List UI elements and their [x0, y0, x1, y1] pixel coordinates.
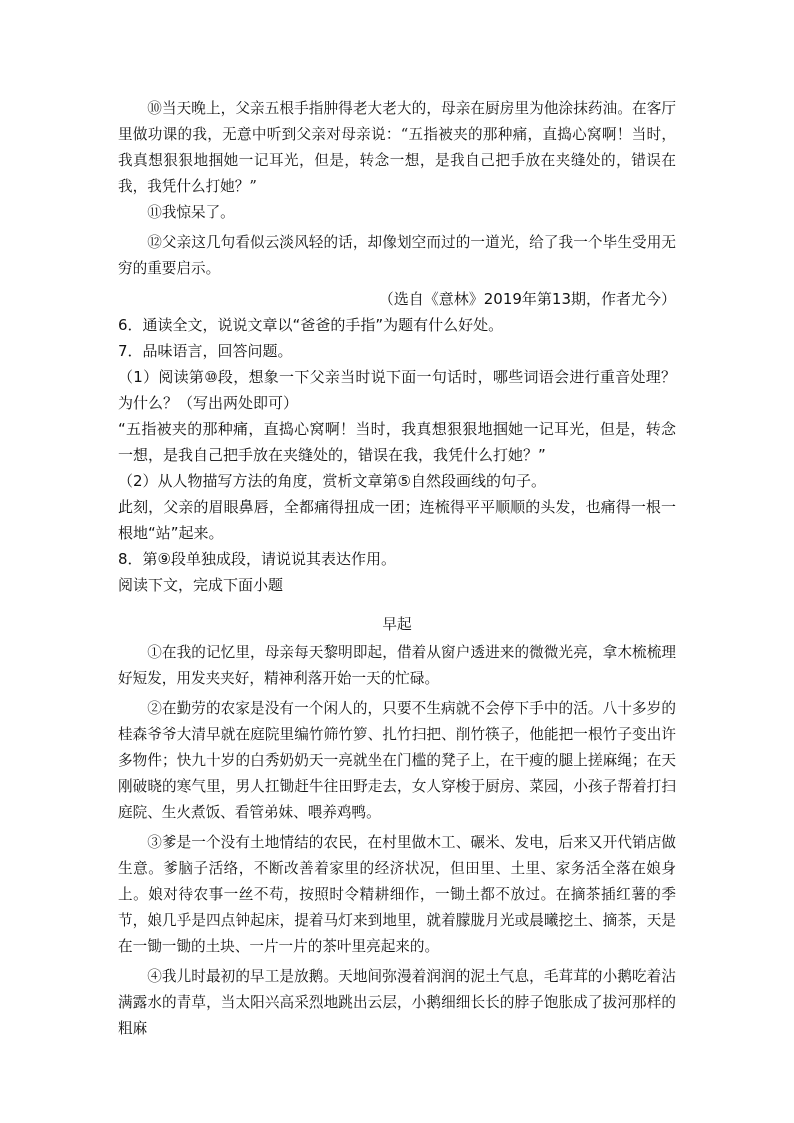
- passage2-title: 早起: [382, 616, 412, 633]
- passage2-title-block: [118, 612, 676, 638]
- passage1-source-block: [118, 286, 676, 312]
- reading-instruction: 阅读下文，完成下面小题: [118, 576, 284, 594]
- question-7-1-quote: “五指被夹的那种痛，直捣心窝啊！当时，我真想狠狠地掴她一记耳光，但是，转念一想，是我自己把手放在夹缝处的，错误在我，我凭什么打她？”: [118, 420, 676, 464]
- passage1-para10: ⑩当天晚上，父亲五根手指肿得老大老大的，母亲在厨房里为他涂抹药油。在客厅里做功课的我，无意中听到父亲对母亲说：“五指被夹的那种痛，直捣心窝啊！当时，我真想狠狠地掴她一记耳光，但是，转念一想，是我自己把手放在夹缝处的，错误在我，我凭什么打她？”: [118, 100, 676, 195]
- question-7-2-quote: 此刻，父亲的眉眼鼻唇，全都痛得扭成一团；连梳得平平顺顺的头发，也痛得一根一根地“站”起来。: [118, 498, 676, 542]
- question-8: 8．第⑨段单独成段，请说说其表达作用。: [118, 550, 396, 568]
- passage2-para1: ①在我的记忆里，母亲每天黎明即起，借着从窗户透进来的微微光亮，拿木梳梳理好短发，用发夹夹好，精神利落开始一天的忙碌。: [118, 644, 676, 687]
- questions-block: [118, 312, 676, 598]
- question-7: 7．品味语言，回答问题。: [118, 342, 293, 360]
- passage1-para12-block: [118, 230, 676, 282]
- passage1-para10-block: [118, 96, 676, 200]
- passage1-para12: ⑫父亲这几句看似云淡风轻的话，却像划空而过的一道光，给了我一个毕生受用无穷的重要启示。: [118, 234, 676, 277]
- question-6: 6．通读全文，说说文章以“爸爸的手指”为题有什么好处。: [118, 316, 504, 334]
- passage2-para4: ④我儿时最初的早工是放鹅。天地间弥漫着润润的泥土气息，毛茸茸的小鹅吃着沾满露水的青草，当太阳兴高采烈地跳出云层，小鹅细细长长的脖子饱胀成了拔河那样的粗麻: [118, 968, 676, 1037]
- passage1-para11: ⑪我惊呆了。: [147, 204, 235, 221]
- passage1-para11-block: [118, 200, 676, 226]
- passage2-para3: ③爹是一个没有土地情结的农民，在村里做木工、碾米、发电，后来又开代销店做生意。爹脑子活络，不断改善着家里的经济状况，但田里、土里、家务活全落在娘身上。娘对待农事一丝不苟，按照时令精耕细作，一锄土都不放过。在摘茶插红薯的季节，娘几乎是四点钟起床，提着马灯来到地里，就着朦胧月光或晨曦挖土、摘茶，天是在一锄一锄的土块、一片一片的茶叶里亮起来的。: [118, 834, 676, 955]
- passage2-para2: ②在勤劳的农家是没有一个闲人的，只要不生病就不会停下手中的活。八十多岁的桂森爷爷大清早就在庭院里编竹筛竹箩、扎竹扫把、削竹筷子，他能把一根竹子变出许多物件；快九十岁的白秀奶奶天一亮就坐在门槛的凳子上，在干瘦的腿上搓麻绳；在天刚破晓的寒气里，男人扛锄赶牛往田野走去，女人穿梭于厨房、菜园，小孩子帮着打扫庭院、生火煮饭、看管弟妹、喂养鸡鸭。: [118, 700, 676, 821]
- question-7-2: （2）从人物描写方法的角度，赏析文章第⑤自然段画线的句子。: [118, 472, 546, 490]
- question-7-1: （1）阅读第⑩段，想象一下父亲当时说下面一句话时，哪些词语会进行重音处理？为什么？（写出两处即可）: [118, 368, 676, 412]
- passage2-body: [118, 640, 676, 1042]
- passage1-source: （选自《意林》2019年第13期，作者尤今）: [378, 290, 676, 308]
